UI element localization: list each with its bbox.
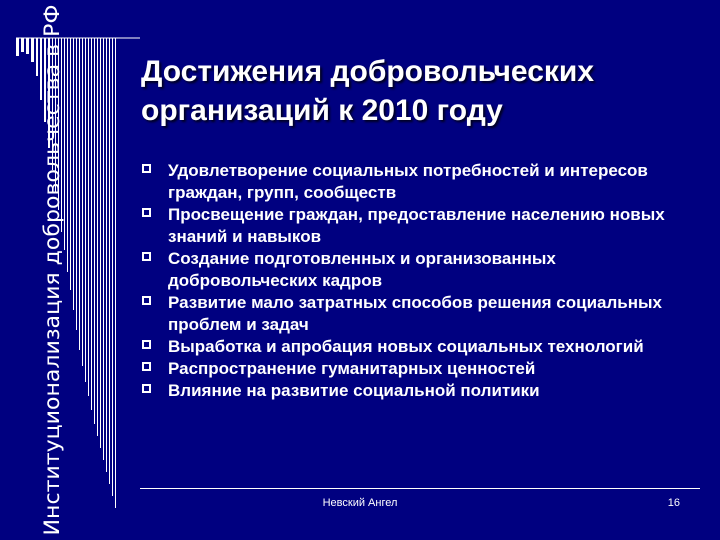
stripe	[73, 38, 74, 310]
list-item	[142, 380, 702, 402]
stripe	[88, 38, 89, 396]
stripe	[82, 38, 83, 366]
bullet-text: Выработка и апробация новых социальных технологий	[168, 337, 644, 356]
list-item	[142, 204, 702, 248]
bullet-text: Развитие мало затратных способов решения социальных проблем и задач	[168, 293, 662, 334]
bullet-list	[142, 160, 702, 402]
stripe	[85, 38, 86, 382]
page-number: 16	[667, 497, 680, 509]
stripe	[36, 38, 38, 76]
list-item	[142, 292, 702, 336]
stripe	[16, 38, 19, 56]
stripe	[67, 38, 68, 272]
list-item	[142, 248, 702, 292]
stripe	[21, 38, 24, 52]
list-item	[142, 160, 702, 204]
stripe	[70, 38, 71, 290]
vertical-title-text: Институционализация добровольчества в РФ	[40, 4, 64, 536]
bullet-text: Распространение гуманитарных ценностей	[168, 359, 536, 378]
stripe	[64, 38, 65, 250]
square-bullet-icon	[142, 252, 151, 261]
square-bullet-icon	[142, 164, 151, 173]
stripe	[109, 38, 110, 484]
stripe	[26, 38, 29, 54]
stripe	[103, 38, 104, 460]
stripe	[100, 38, 101, 448]
square-bullet-icon	[142, 208, 151, 217]
stripe	[112, 38, 113, 496]
stripe	[94, 38, 95, 424]
bullet-text: Просвещение граждан, предоставление населению новых знаний и навыков	[168, 205, 665, 246]
slide-title	[141, 52, 701, 130]
footer-author: Невский Ангел	[322, 497, 398, 509]
stripe	[115, 38, 116, 508]
square-bullet-icon	[142, 340, 151, 349]
stripe	[91, 38, 92, 410]
stripe	[97, 38, 98, 436]
title-line-1: Достижения добровольческих	[141, 55, 595, 88]
footer-divider	[140, 488, 700, 489]
square-bullet-icon	[142, 362, 151, 371]
bullet-text: Создание подготовленных и организованных добровольческих кадров	[168, 249, 556, 290]
vertical-stripes	[16, 38, 116, 508]
bullet-text: Влияние на развитие социальной политики	[168, 381, 540, 400]
square-bullet-icon	[142, 384, 151, 393]
square-bullet-icon	[142, 296, 151, 305]
stripe	[106, 38, 107, 472]
stripe	[79, 38, 80, 350]
bullet-text: Удовлетворение социальных потребностей и интересов граждан, групп, сообществ	[168, 161, 648, 202]
title-line-2: организаций к 2010 году	[141, 94, 503, 127]
stripe	[76, 38, 77, 330]
vertical-section-title	[40, 4, 64, 536]
list-item	[142, 358, 702, 380]
stripe	[31, 38, 34, 62]
list-item	[142, 336, 702, 358]
